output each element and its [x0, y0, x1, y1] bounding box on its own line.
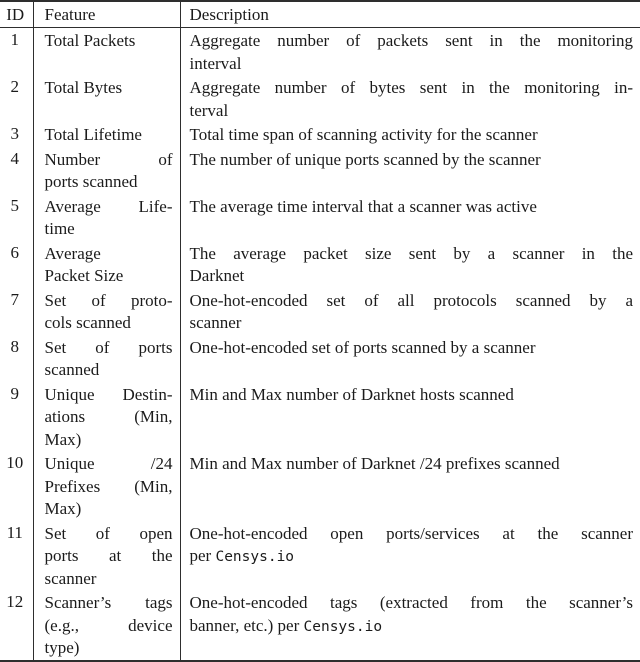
table-row: [0, 28, 640, 76]
header-row: [0, 1, 640, 28]
text-line: Min and Max number of Darknet hosts scanned: [189, 384, 514, 404]
cell-feature: [33, 521, 180, 591]
table-row: [0, 451, 640, 521]
text-line: Darknet: [189, 266, 245, 285]
cell-description: [180, 122, 640, 147]
cell-feature: [33, 451, 180, 521]
cell-description: [180, 147, 640, 194]
cell-id: 9: [10, 383, 19, 403]
column-header-id: ID: [0, 1, 33, 28]
text-line: One-hot-encoded open ports/services at the scanner: [189, 523, 633, 543]
text-line: ations (Min,: [44, 407, 173, 426]
text-line: terval: [189, 100, 229, 120]
cell-description: [180, 335, 640, 382]
column-header-feature: Feature: [33, 1, 180, 28]
table-row: [0, 75, 640, 122]
text-line: Aggregate number of bytes sent in the monitoring in-: [189, 78, 633, 97]
table-row: [0, 241, 640, 288]
text-line: scanner: [189, 313, 242, 332]
text-line: The average time interval that a scanner was active: [189, 196, 537, 216]
text-line: ports at the: [44, 546, 173, 565]
cell-feature: [33, 335, 180, 382]
cell-description: [180, 28, 640, 76]
text-line: Average Life-: [44, 196, 173, 216]
table-row: [0, 288, 640, 335]
text-line: type): [44, 638, 80, 657]
table-body: [0, 28, 640, 661]
text-line: Number of: [44, 149, 173, 169]
text-line: Max): [44, 429, 82, 449]
table-row: [0, 590, 640, 661]
plain-text: banner, etc.) per: [189, 615, 304, 635]
cell-id: 6: [10, 242, 19, 262]
cell-feature: [33, 288, 180, 335]
table-row: [0, 521, 640, 591]
cell-feature: [33, 194, 180, 241]
plain-text: per: [189, 546, 216, 565]
mono-text: Censys.io: [215, 549, 295, 565]
text-line: One-hot-encoded set of ports scanned by a scanner: [189, 337, 536, 357]
text-line: Scanner’s tags: [44, 593, 173, 612]
text-line: One-hot-encoded tags (extracted from the scanner’s: [189, 593, 633, 612]
text-line: Prefixes (Min,: [44, 476, 173, 496]
cell-description: [180, 288, 640, 335]
table-row: [0, 194, 640, 241]
table-row: [0, 382, 640, 452]
cell-feature: [33, 590, 180, 661]
cell-id: 11: [6, 522, 23, 542]
text-line: Aggregate number of packets sent in the monitoring: [189, 31, 633, 50]
text-line: cols scanned: [44, 313, 131, 332]
table-header: [0, 1, 640, 28]
cell-id: 5: [10, 195, 19, 215]
text-line: The number of unique ports scanned by the scanner: [189, 149, 541, 169]
table-row: [0, 122, 640, 147]
cell-feature: [33, 241, 180, 288]
text-line: Average: [44, 243, 101, 263]
column-header-description: Description: [180, 1, 640, 28]
cell-id: 8: [10, 336, 19, 356]
text-line: Total time span of scanning activity for the scanner: [189, 125, 538, 144]
text-line: (e.g., device: [44, 615, 173, 635]
cell-id: 4: [10, 148, 19, 168]
text-line: interval: [189, 53, 242, 73]
text-line: Unique /24: [44, 454, 173, 473]
cell-id: 3: [10, 124, 19, 143]
cell-description: [180, 521, 640, 591]
cell-description: [180, 75, 640, 122]
cell-description: [180, 241, 640, 288]
cell-id: 12: [6, 592, 24, 611]
text-line: Packet Size: [44, 266, 124, 285]
cell-description: [180, 194, 640, 241]
text-line: One-hot-encoded set of all protocols scanned by a: [189, 290, 633, 310]
cell-feature: [33, 28, 180, 76]
text-line: time: [44, 219, 75, 238]
text-line: Set of proto-: [44, 290, 173, 310]
text-line: [190, 545, 634, 569]
cell-id: 7: [10, 289, 19, 309]
cell-feature: [33, 122, 180, 147]
text-line: Set of ports: [44, 337, 173, 357]
text-line: Max): [44, 499, 82, 518]
text-line: The average packet size sent by a scanner in the: [189, 243, 633, 263]
cell-feature: [33, 147, 180, 194]
text-line: [190, 615, 634, 639]
text-line: Min and Max number of Darknet /24 prefixes scanned: [189, 454, 560, 473]
text-line: Set of open: [44, 523, 173, 543]
text-line: Unique Destin-: [44, 384, 173, 404]
cell-feature: [33, 75, 180, 122]
text-line: Total Bytes: [44, 78, 123, 97]
mono-text: Censys.io: [303, 618, 383, 635]
text-line: ports scanned: [44, 172, 138, 191]
cell-id: 10: [6, 453, 24, 472]
text-line: Total Lifetime: [44, 125, 142, 144]
cell-feature: [33, 382, 180, 452]
cell-description: [180, 451, 640, 521]
table-row: [0, 147, 640, 194]
text-line: Total Packets: [44, 31, 136, 50]
cell-description: [180, 590, 640, 661]
cell-id: 1: [10, 30, 19, 49]
cell-description: [180, 382, 640, 452]
text-line: scanned: [44, 360, 100, 379]
text-line: scanner: [44, 568, 97, 588]
cell-id: 2: [10, 77, 19, 96]
table-row: [0, 335, 640, 382]
